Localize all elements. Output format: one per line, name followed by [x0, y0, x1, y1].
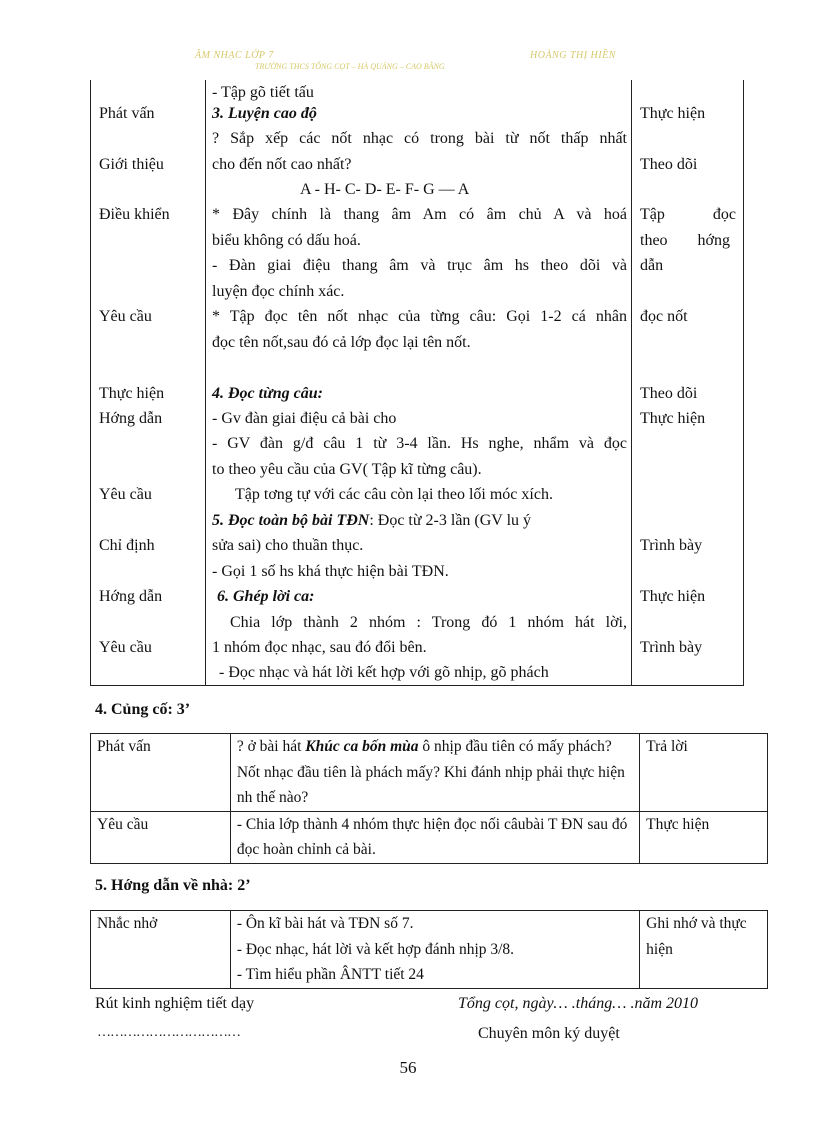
- song-title: Khúc ca bốn mùa: [305, 738, 419, 755]
- content-cell: ? ở bài hát Khúc ca bốn mùa ô nhịp đầu tiên có mấy phách? Nốt nhạc đầu tiên là phách mấy? Khi đánh nhịp phải thực hiện nh thế nào?: [230, 734, 639, 812]
- method-label: Thực hiện: [99, 385, 165, 402]
- content-line: - Tập gõ tiết tấu: [212, 84, 314, 101]
- content-line: biểu không có dấu hoá.: [212, 232, 361, 249]
- header-left: ÂM NHẠC LỚP 7: [195, 50, 274, 61]
- student-activity: Thực hiện: [640, 811, 768, 863]
- method-label: Yêu cầu: [99, 639, 152, 656]
- method-label: Điều khiển: [99, 206, 170, 223]
- section-title: 6. Ghép lời ca:: [217, 588, 315, 605]
- content-line: - GV đàn g/đ câu 1 từ 3-4 lần. Hs nghe, nhẩm và đọc: [212, 435, 627, 452]
- table-row: [91, 911, 768, 989]
- student-activity: Trả lời: [640, 734, 768, 812]
- content-line: sửa sai) cho thuần thục.: [212, 537, 364, 554]
- page-number: 56: [399, 1058, 417, 1077]
- method-label: Yêu cầu: [99, 308, 152, 325]
- table-row: [91, 734, 768, 812]
- method-label: Yêu cầu: [99, 486, 152, 503]
- section-title: 4. Đọc từng câu:: [212, 385, 323, 402]
- content-text: : Đọc từ 2-3 lần (GV lu ý: [369, 512, 532, 529]
- student-activity: Thực hiện: [640, 588, 706, 605]
- content-cell: - Chia lớp thành 4 nhóm thực hiện đọc nối câubài T ĐN sau đó đọc hoàn chỉnh cả bài.: [230, 811, 639, 863]
- content-line: - Gv đàn giai điệu cả bài cho: [212, 410, 397, 427]
- student-activity: Theo dõi: [640, 156, 698, 173]
- section-4-heading: 4. Củng cố: 3’: [95, 701, 191, 718]
- method-label: Yêu cầu: [91, 811, 231, 863]
- content-line: ? Sắp xếp các nốt nhạc có trong bài từ nốt thấp nhất: [212, 130, 627, 147]
- consolidation-table: [90, 733, 768, 864]
- header-school: TRƯỜNG THCS TỔNG CỌT – HÀ QUẢNG – CAO BẰNG: [255, 62, 445, 71]
- content-line: luyện đọc chính xác.: [212, 283, 345, 300]
- section-title: 3. Luyện cao độ: [212, 105, 317, 122]
- column-divider: [205, 80, 206, 685]
- method-label: Giới thiệu: [99, 156, 164, 173]
- method-label: Nhắc nhở: [91, 911, 231, 989]
- content-cell: [230, 911, 639, 989]
- student-activity: Tập đọc: [640, 206, 736, 223]
- content-line: [212, 508, 627, 534]
- content-line: Chia lớp thành 2 nhóm : Trong đó 1 nhóm hát lời,: [230, 614, 627, 631]
- student-activity: Thực hiện: [640, 410, 706, 427]
- method-label: Phát vấn: [99, 105, 155, 122]
- dotted-line: ……………………………: [97, 1025, 240, 1040]
- student-activity: Theo dõi: [640, 385, 698, 402]
- homework-item: - Tìm hiểu phần ÂNTT tiết 24: [236, 966, 424, 983]
- homework-table: [90, 910, 768, 989]
- content-line: đọc tên nốt,sau đó cả lớp đọc lại tên nốt.: [212, 334, 471, 351]
- content-line: Tập tơng tự với các câu còn lại theo lối móc xích.: [235, 486, 553, 503]
- content-line: - Gọi 1 số hs khá thực hiện bài TĐN.: [212, 563, 449, 580]
- approval-label: Chuyên môn ký duyệt: [478, 1025, 620, 1042]
- student-activity: Trình bày: [640, 639, 703, 656]
- lesson-review-label: Rút kinh nghiệm tiết dạy: [95, 995, 255, 1012]
- student-activity: Thực hiện: [640, 105, 706, 122]
- student-activity: đọc nốt: [640, 308, 688, 325]
- student-activity: theo hớng: [640, 232, 730, 249]
- section-5-heading: 5. Hớng dẫn về nhà: 2’: [95, 877, 251, 894]
- method-label: Phát vấn: [91, 734, 231, 812]
- header-right: HOÀNG THỊ HIỀN: [530, 50, 616, 61]
- method-label: Hớng dẫn: [99, 588, 163, 605]
- scale-notes: A - H- C- D- E- F- G — A: [300, 181, 470, 198]
- student-activity: dẫn: [640, 257, 664, 274]
- section-title: 5. Đọc toàn bộ bài TĐN: [212, 512, 370, 529]
- content-line: cho đến nốt cao nhất?: [212, 156, 352, 173]
- method-label: Hớng dẫn: [99, 410, 163, 427]
- homework-item: - Ôn kĩ bài hát và TĐN số 7.: [236, 915, 414, 932]
- table-row: [91, 811, 768, 863]
- content-line: * Tập đọc tên nốt nhạc của từng câu: Gọi 1-2 cá nhân: [212, 308, 627, 325]
- content-line: - Đọc nhạc và hát lời kết hợp với gõ nhịp, gõ phách: [219, 664, 549, 681]
- student-activity: Trình bày: [640, 537, 703, 554]
- student-activity: Ghi nhớ và thực hiện: [640, 911, 768, 989]
- date-line: Tổng cọt, ngày… .tháng… .năm 2010: [458, 995, 698, 1012]
- content-line: 1 nhóm đọc nhạc, sau đó đổi bên.: [212, 639, 427, 656]
- content-line: - Đàn giai điệu thang âm và trục âm hs theo dõi và: [212, 257, 627, 274]
- content-line: to theo yêu cầu của GV( Tập kĩ từng câu).: [212, 461, 482, 478]
- content-line: * Đây chính là thang âm Am có âm chủ A và hoá: [212, 206, 627, 223]
- method-label: Chỉ định: [99, 537, 155, 554]
- homework-item: - Đọc nhạc, hát lời và kết hợp đánh nhịp 3/8.: [236, 940, 515, 958]
- lesson-table: [90, 80, 744, 686]
